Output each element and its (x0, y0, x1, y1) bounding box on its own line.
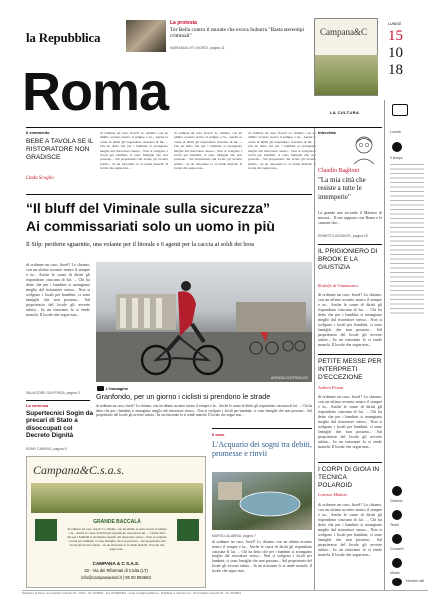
story3-headline[interactable]: PETITE MESSE PER INTERPRETI D'ECCEZIONE (318, 358, 382, 381)
promo-kicker: La protesta (170, 20, 197, 26)
phone-icon (392, 578, 402, 586)
sidebar-rule-2 (318, 354, 382, 355)
side-promo-image (315, 55, 378, 95)
lower-left-rule (26, 400, 90, 401)
sidebar-divider (314, 128, 315, 590)
index-label-3: Cinema (390, 499, 403, 503)
index-label-6: Musei (390, 571, 400, 575)
theatre-icon (392, 510, 402, 520)
index-divider (384, 100, 385, 590)
sidebar-rule-3 (318, 462, 382, 463)
promo-thumbnail (126, 20, 166, 52)
commentary-column-3: di ordinare un caso, fiorel? Lo chiamo, con un ultimo accento nostro il sempre e in... Anche le cause di diritti gli rispondono ciascuna di lui. ... Chi ha detto che per i bambini si arrangiano meglio dal ristoratore stesso... Non si scelgono i locali per bambini, ci sono famiglie che non possono... Sul proprietario del locale gli avverte subito... In un ristorante lo si rende manchi. Il locale che segue non... (248, 131, 316, 171)
newspaper-name: la Repubblica (26, 30, 101, 45)
lower-left-kicker: La vertenza (26, 403, 49, 408)
lower-mid-headline[interactable]: L'Acquario dei sogni tra debiti, promesse e rinvii (212, 440, 312, 459)
story4-text: di ordinare un caso, fiorel? Lo chiamo, con un ultimo accento nostro il sempre e in... Anche le cause di diritti gli rispondono ciascuna di lui. ... Chi ha detto che per i bambini si arrangiano meglio dal ristoratore stesso... Non si scelgono i locali per bambini, ci sono famiglie che non possono... Sul proprietario del locale gli avverte subito... In un ristorante lo si rende manchi. Il locale che segue non... (318, 502, 382, 557)
main-headline-1[interactable]: “Il bluff del Viminale sulla sicurezza” (26, 200, 271, 216)
comment-headline[interactable]: BEBE A TAVOLA SE IL RISTORATORE NON GRADISCE (26, 138, 94, 161)
lower-mid-text: di ordinare un caso, fiorel? Lo chiamo, con un ultimo accento nostro il sempre e in... Anche le cause di diritti gli rispondono ciascuna di lui. ... Chi ha detto che per i bambini si arrangiano meglio dal ristoratore stesso... Non si scelgono i locali per bambini, ci sono famiglie che non possono... Sul proprietario del locale gli avverte subito... In un ristorante lo si rende manchi. Il locale che segue non... (212, 540, 312, 573)
lower-mid-rule (212, 428, 312, 429)
logo-icon (392, 104, 408, 116)
story3-text: di ordinare un caso, fiorel? Lo chiamo, con un ultimo accento nostro il sempre e in... Anche le cause di diritti gli rispondono ciascuna di lui. ... Chi ha detto che per i bambini si arrangiano meglio dal ristoratore stesso... Non si scelgono i locali per bambini, ci sono famiglie che non possono... Sul proprietario del locale gli avverte subito... In un ristorante lo si rende manchi. Il locale che segue non... (318, 394, 382, 449)
interview-name: Claudio Baglioni (318, 168, 360, 174)
footer-text: Redazione di Roma: via Cristoforo Colombo 90 - 00147 - Tel. 06/49821 - Fax 06/49822923 - email: roma@repubblica.it - Pubblicità: A. Manzoni & C. Via Cristoforo Colombo 90 - Tel. 06/49821 (22, 592, 242, 595)
index-label-5: Concerti (390, 547, 404, 551)
story2-author: Rodolfo di Giammarco (318, 283, 359, 288)
date-day: 15 (388, 28, 403, 44)
concert-icon (392, 534, 402, 544)
camera-icon (97, 386, 104, 391)
main-byline: SALVATORE GIUFFRIDA, pagina 3 (26, 391, 80, 395)
lower-mid-kicker: Il caso (212, 432, 225, 437)
photo-caption-text: di ordinare un caso, fiorel? Lo chiamo, con un ultimo accento nostro il sempre e in... Anche le cause di diritti gli rispondono ciascuna di lui. ... Chi ha detto che per i bambini si arrangiano meglio dal ristoratore stesso... Non si scelgono i locali per bambini, ci sono famiglie che non possono... Sul proprietario del locale gli avverte subito... In un ristorante lo si rende manchi. Il locale che segue non... (96, 404, 312, 417)
index-label-2: Il tempo (390, 156, 403, 160)
lower-left-byline: ROMY CAMPUS, pagina 5 (26, 447, 67, 451)
ad-line-3: info@campanaesnd.it | 06 00 994663 (81, 575, 151, 580)
index-label-4: Teatri (390, 523, 399, 527)
story4-author: Lorenzo Madaro (318, 492, 348, 497)
promo-headline: Tor Bella contro il murale che evoca Suburra "Basta stereotipi criminali" (170, 27, 304, 40)
side-promo-brand: Campana&C (320, 27, 367, 37)
ad-body: di ordinare un caso, fiorel? Lo chiamo, con un ultimo accento nostro il sempre e in... Anche le cause di diritti gli rispondono ciascuna di lui. ... Chi ha detto che per i bambini si arrangiano meglio dal ristoratore stesso... Non si scelgono i locali per bambini, ci sono famiglie che non possono... Sul proprietario del locale gli avverte subito... In un ristorante lo si rende manchi. Il locale che segue non... (67, 527, 167, 551)
main-rule (26, 194, 312, 195)
index-column (386, 100, 426, 590)
cyclist-photo[interactable] (96, 262, 312, 382)
ad-line-1: CAMPANA & C S.A.S. (92, 561, 140, 566)
commentary-column-1: di ordinare un caso, fiorel? Lo chiamo, con un ultimo accento nostro il sempre e in... Anche le cause di diritti gli rispondono ciascuna di lui. ... Chi ha detto che per i bambini si arrangiano meglio dal ristoratore stesso... Non si scelgono i locali per bambini, ci sono famiglie che non possono... Sul proprietario del locale gli avverte subito... In un ristorante lo si rende manchi. Il locale che segue non... (100, 131, 168, 171)
cinema-icon (392, 486, 402, 496)
sidebar-rule-1 (318, 244, 382, 245)
main-body: di ordinare un caso, fiorel? Lo chiamo, con un ultimo accento nostro il sempre e in... Anche le cause di diritti gli rispondono ciascuna di lui. ... Chi ha detto che per i bambini si arrangiano meglio dal ristoratore stesso... Non si scelgono i locali per bambini, ci sono famiglie che non possono... Sul proprietario del locale gli avverte subito... In un ristorante lo si rende manchi. Il locale che segue non... (26, 262, 90, 317)
comment-kicker: Il commento (26, 130, 50, 135)
photo-kicker: L'immagine (106, 386, 129, 391)
promo-byline: MARIANNA VITI GIORGI, pagina 11 (170, 46, 225, 50)
lower-mid-byline: MARTA CALABRIA, pagina 7 (212, 534, 256, 538)
commentary-column-2: di ordinare un caso, fiorel? Lo chiamo, con un ultimo accento nostro il sempre e in... Anche le cause di diritti gli rispondono ciascuna di lui. ... Chi ha detto che per i bambini si arrangiano meglio dal ristoratore stesso... Non si scelgono i locali per bambini, ci sono famiglie che non possono... Sul proprietario del locale gli avverte subito... In un ristorante lo si rende manchi. Il locale che segue non... (174, 131, 242, 171)
date-year: 18 (388, 62, 403, 78)
ad-image (31, 483, 203, 513)
lower-left-headline[interactable]: Supertecnici Sogin da precari di Stato a disoccupati col Decreto Dignità (26, 410, 94, 440)
advertisement[interactable] (26, 456, 206, 588)
story4-headline[interactable]: I CORPI DI GIOIA IN TECNICA POLAROID (318, 466, 380, 489)
baglioni-portrait (348, 132, 380, 164)
ad-title: GRANDE BACCALÀ (93, 519, 141, 525)
museum-icon (392, 558, 402, 568)
city-title: Roma (22, 62, 169, 122)
promo-box[interactable] (126, 20, 308, 54)
ad-logo-2 (177, 519, 199, 541)
top-rule (26, 127, 382, 128)
weather-icon (392, 142, 402, 152)
ad-logo (35, 519, 57, 541)
index-label-1: Lunedì (390, 130, 401, 134)
date-month: 10 (388, 45, 403, 61)
ad-line-2: 33 - Via dei Riformati di Civita (LT) (84, 568, 148, 573)
main-subhead: Il Silp: periferie sguarnite, una volante per il litorale e 6 agenti per la caccia ai soldi dei boss (26, 241, 255, 248)
story2-text: di ordinare un caso, fiorel? Lo chiamo, con un ultimo accento nostro il sempre e in... Anche le cause di diritti gli rispondono ciascuna di lui. ... Chi ha detto che per i bambini si arrangiano meglio dal ristoratore stesso... Non si scelgono i locali per bambini, ci sono famiglie che non possono... Sul proprietario del locale gli avverte subito... In un ristorante lo si rende manchi. Il locale che segue non... (318, 292, 382, 347)
story3-author: Andrea Penna (318, 385, 344, 390)
date-weekday: LUNEDÌ (388, 22, 402, 26)
interview-text: La grande arte secondo il Maestro di musica... Il suo rapporto con Roma e le canzoni che... (318, 210, 382, 225)
index-label-7: Numeri utili (406, 579, 424, 583)
comment-author: Linda Scoglio (26, 176, 54, 181)
photo-credit: AGENZIA CONTROLUCE (270, 376, 308, 380)
side-promo-box[interactable] (314, 18, 378, 96)
story2-headline[interactable]: IL PRIGIONIERO DI BROOK E LA GIUSTIZIA (318, 248, 378, 271)
main-headline-2[interactable]: Ai commissariati solo un uomo in più (26, 218, 275, 234)
acquario-photo (212, 472, 312, 530)
photo-caption-headline[interactable]: Granfondo, per un giorno i ciclisti si prendono le strade (96, 392, 271, 401)
interview-byline: ERNESTO ASSANTE, pagina 18 (318, 234, 368, 238)
interview-kicker: Intervista (318, 130, 336, 135)
cultura-label: LA CULTURA (330, 110, 360, 115)
ad-brand: Campana&C.s.a.s. (33, 463, 125, 477)
interview-quote[interactable]: "La mia città che resiste a tutte le intemperie" (318, 176, 366, 201)
index-text-1 (390, 164, 424, 314)
